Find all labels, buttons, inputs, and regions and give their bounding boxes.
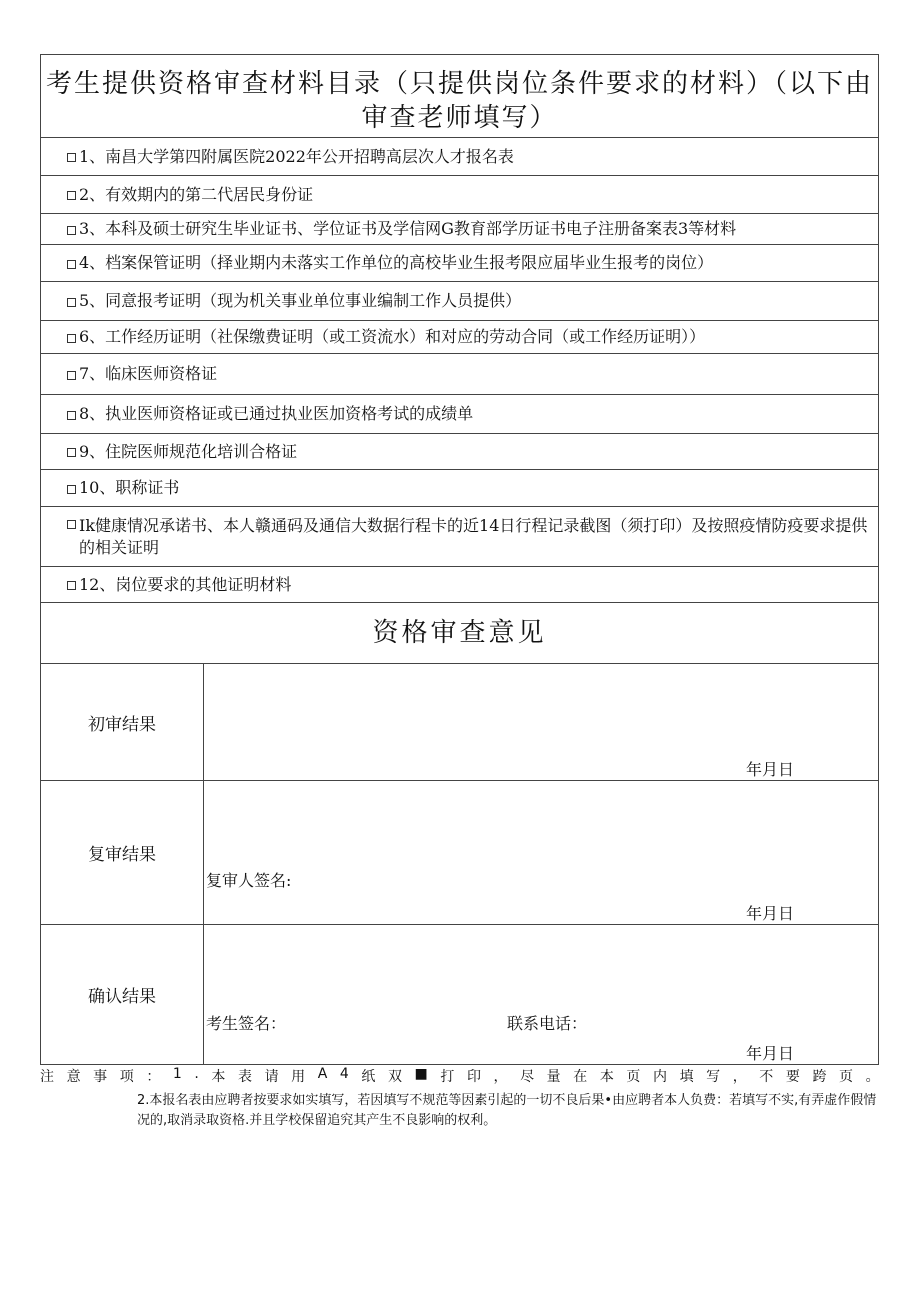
material-item-text: 8、执业医师资格证或已通过执业医加资格考试的成绩单	[79, 404, 474, 423]
material-item-4	[41, 245, 878, 282]
confirm-result-label: 确认结果	[41, 925, 204, 1064]
material-item-text: 9、住院医师规范化培训合格证	[79, 441, 298, 461]
checkbox-icon[interactable]	[67, 448, 76, 457]
material-item-text: 12、岗位要求的其他证明材料	[79, 574, 292, 594]
material-item-6	[41, 321, 878, 354]
notes-section	[40, 1066, 880, 1131]
second-review-date: 年月日	[745, 904, 794, 923]
material-item-3	[41, 214, 878, 245]
checkbox-icon[interactable]	[67, 581, 76, 590]
material-item-7	[41, 354, 878, 395]
second-review-field[interactable]	[204, 781, 878, 924]
material-item-5	[41, 282, 878, 321]
first-review-row	[41, 664, 878, 781]
material-item-text: 1、南昌大学第四附属医院2022年公开招聘高层次人才报名表	[79, 146, 514, 166]
checkbox-icon[interactable]	[67, 260, 76, 269]
material-item-text: 10、职称证书	[79, 478, 180, 497]
checkbox-icon[interactable]	[67, 191, 76, 200]
first-review-date: 年月日	[745, 760, 794, 779]
material-item-text: 3、本科及硕士研究生毕业证书、学位证书及学信网G教育部学历证书电子注册备案表3等材料	[79, 219, 737, 238]
material-item-text: 2、有效期内的第二代居民身份证	[79, 184, 314, 204]
review-opinion-title: 资格审查意见	[41, 603, 878, 664]
material-item-text: 4、档案保管证明（择业期内未落实工作单位的高校毕业生报考限应届毕业生报考的岗位）	[79, 253, 714, 272]
material-item-9	[41, 434, 878, 470]
material-item-10	[41, 470, 878, 507]
confirm-result-row	[41, 925, 878, 1064]
material-item-11	[41, 507, 878, 567]
checkbox-icon[interactable]	[67, 226, 76, 235]
checkbox-icon[interactable]	[67, 485, 76, 494]
checkbox-icon[interactable]	[67, 520, 76, 529]
material-item-text: 5、同意报考证明（现为机关事业单位事业编制工作人员提供）	[79, 291, 522, 310]
qualification-review-form	[40, 54, 879, 1065]
checkbox-icon[interactable]	[67, 411, 76, 420]
candidate-signature-label: 考生签名：	[206, 1014, 287, 1033]
material-item-2	[41, 176, 878, 214]
checkbox-icon[interactable]	[67, 298, 76, 307]
material-item-1	[41, 138, 878, 176]
confirm-result-date: 年月日	[745, 1044, 794, 1063]
note-2: 2.本报名表由应聘者按要求如实填写，若因填写不规范等因素引起的一切不良后果•由应聘者本人负费：若填写不实,有弄虚作假情况的,取消录取资格.并且学校保留追究其产生不良影响的权利。	[137, 1093, 877, 1128]
second-review-label: 复审结果	[41, 781, 204, 924]
first-review-label: 初审结果	[41, 664, 204, 780]
first-review-field[interactable]	[204, 664, 878, 780]
material-item-text: 7、临床医师资格证	[79, 364, 218, 383]
material-item-8	[41, 395, 878, 434]
note-1: 注 意 事 项 ： 1 . 本 表 请 用 A 4 纸 双 ■ 打 印 ， 尽 量 在 本 页 内 填 写 ， 不 要 跨 页 。	[40, 1066, 880, 1085]
checkbox-icon[interactable]	[67, 153, 76, 162]
material-item-text: Ik健康情况承诺书、本人赣通码及通信大数据行程卡的近14日行程记录截图（须打印）及按照疫情防疫要求提供的相关证明	[79, 516, 868, 557]
checkbox-icon[interactable]	[67, 371, 76, 380]
reviewer-signature-label: 复审人签名:	[206, 871, 292, 890]
second-review-row	[41, 781, 878, 925]
contact-phone-label: 联系电话：	[507, 1014, 588, 1033]
form-title: 考生提供资格审查材料目录（只提供岗位条件要求的材料）（以下由审查老师填写）	[41, 55, 878, 138]
confirm-result-field[interactable]	[204, 925, 878, 1064]
checkbox-icon[interactable]	[67, 334, 76, 343]
material-item-text: 6、工作经历证明（社保缴费证明（或工资流水）和对应的劳动合同（或工作经历证明））	[79, 327, 706, 346]
material-item-12	[41, 567, 878, 603]
